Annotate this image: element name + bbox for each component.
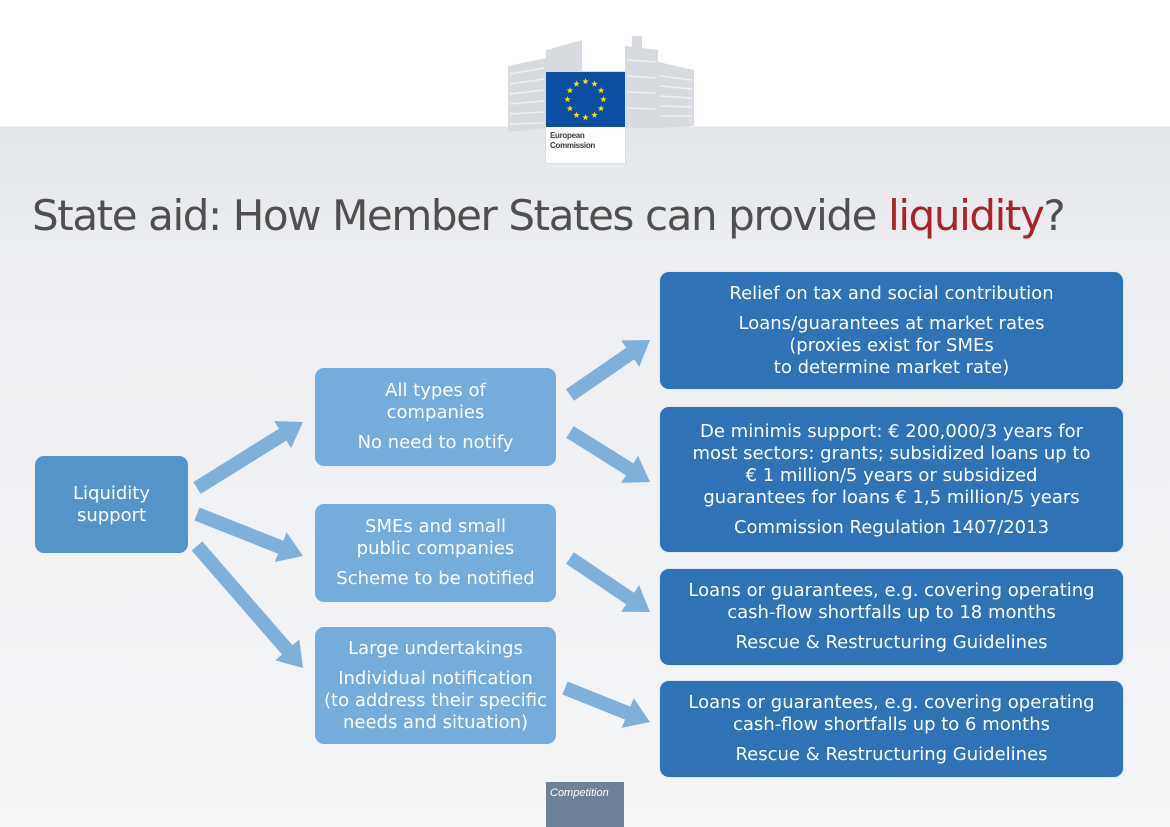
outcome-1-note-0: Commission Regulation 1407/2013	[733, 516, 1050, 538]
eu-star-icon	[591, 81, 597, 87]
eu-star-icon	[573, 112, 579, 118]
eu-star-icon	[567, 105, 573, 111]
title-main: State aid: How Member States can provide	[32, 191, 889, 240]
arrow-all-companies-to-tax-relief	[566, 340, 650, 401]
liquidity-support-box	[35, 456, 188, 553]
middle-2-note-1: (to address their specific	[324, 689, 547, 711]
outcome-box-6-months	[660, 681, 1123, 777]
eu-star-icon	[567, 87, 573, 93]
outcome-1-line-1: most sectors: grants; subsidized loans up to	[692, 442, 1091, 464]
logo-panel	[546, 72, 625, 163]
competition-tab	[546, 782, 624, 827]
arrow-source-to-all-companies	[193, 421, 303, 494]
eu-flag-icon	[546, 72, 625, 127]
outcome-1-line-0: De minimis support: € 200,000/3 years for	[700, 420, 1083, 442]
outcome-3-note-0: Rescue & Restructuring Guidelines	[735, 744, 1048, 765]
outcome-2-note-0: Rescue & Restructuring Guidelines	[735, 632, 1048, 653]
eu-star-icon	[573, 81, 579, 87]
european-commission-logo	[508, 36, 694, 164]
outcome-1-line-2: € 1 million/5 years or subsidized	[745, 464, 1038, 486]
eu-star-icon	[591, 112, 597, 118]
eu-star-icon	[582, 114, 588, 120]
arrow-source-to-smes	[194, 508, 303, 563]
middle-2-note-2: needs and situation)	[342, 711, 529, 733]
source-line-2: support	[76, 504, 147, 526]
logo-line-2: Commission	[550, 141, 596, 150]
competition-tab-label: Competition	[550, 787, 609, 799]
middle-0-line-0: All types of	[385, 380, 486, 401]
outcome-1-line-3: guarantees for loans € 1,5 million/5 years	[703, 486, 1080, 508]
arrow-source-to-large	[192, 541, 303, 668]
outcome-box-18-months	[660, 569, 1123, 665]
outcome-0-note-0: Loans/guarantees at market rates	[738, 312, 1045, 334]
outcome-0-line-0: Relief on tax and social contribution	[729, 282, 1054, 304]
middle-box-smes	[315, 504, 556, 602]
middle-1-note-0: Scheme to be notified	[336, 568, 535, 589]
page-title	[32, 186, 1152, 246]
arrow-large-to-6-months	[562, 682, 650, 728]
arrow-all-companies-to-de-minimis	[566, 426, 650, 483]
middle-1-line-1: public companies	[356, 538, 515, 559]
middle-box-all-companies	[315, 368, 556, 466]
eu-star-icon	[564, 96, 570, 102]
outcome-box-tax-relief	[660, 272, 1123, 389]
middle-0-note-0: No need to notify	[357, 432, 514, 453]
eu-star-icon	[600, 96, 606, 102]
source-line-1: Liquidity	[72, 482, 150, 504]
eu-star-icon	[598, 87, 604, 93]
logo-line-1: European	[550, 131, 585, 140]
outcome-0-note-1: (proxies exist for SMEs	[789, 334, 994, 356]
outcome-3-line-1: cash-flow shortfalls up to 6 months	[732, 714, 1051, 735]
logo-wordmark	[550, 131, 624, 151]
outcome-0-note-2: to determine market rate)	[773, 356, 1010, 378]
outcome-2-line-1: cash-flow shortfalls up to 18 months	[727, 602, 1056, 623]
arrow-smes-to-18-months	[566, 552, 650, 612]
title-suffix: ?	[1043, 191, 1065, 240]
eu-star-icon	[582, 78, 588, 84]
outcome-2-line-0: Loans or guarantees, e.g. covering operating	[688, 580, 1095, 601]
outcome-box-de-minimis	[660, 407, 1123, 552]
middle-1-line-0: SMEs and small	[365, 516, 506, 537]
outcome-3-line-0: Loans or guarantees, e.g. covering operating	[688, 692, 1095, 713]
eu-star-icon	[598, 105, 604, 111]
middle-box-large-undertakings	[315, 627, 556, 744]
title-accent: liquidity	[888, 191, 1044, 240]
middle-2-note-0: Individual notification	[338, 667, 533, 689]
middle-0-line-1: companies	[386, 402, 485, 423]
middle-2-line-0: Large undertakings	[348, 637, 523, 659]
